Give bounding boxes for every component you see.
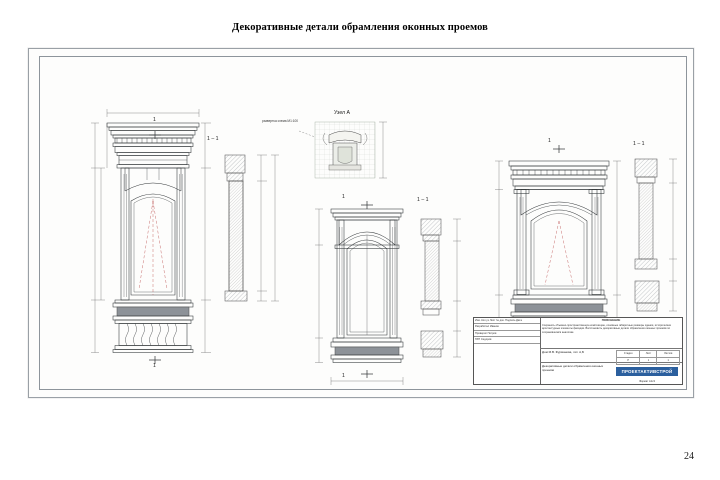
elevation-left <box>91 109 211 364</box>
label-section-1-1-left: 1 – 1 <box>207 136 219 142</box>
sheet-value: 1 <box>640 358 657 365</box>
stage-header: Стадия <box>617 351 640 358</box>
label-scale-note: развертка схема М1:100 <box>261 119 299 123</box>
label-mark-1-middle-top: 1 <box>342 194 345 200</box>
title-block-row: ГИП Сидоров <box>474 337 540 343</box>
drawing-sheet <box>28 48 694 398</box>
label-mark-1-left-bottom: 1 <box>153 363 156 369</box>
company-logo: ПРОЕКТАКТИВСТРОЙ <box>616 367 678 376</box>
title-block <box>473 317 683 385</box>
title-block-row: Изм. Кол.уч Лист № док. Подпись Дата <box>474 318 540 324</box>
sheets-header: Листов <box>657 351 680 358</box>
node-a-detail <box>299 122 387 178</box>
page-number: 24 <box>684 451 694 462</box>
label-section-1-1-middle: 1 – 1 <box>417 197 429 203</box>
title-block-row: Разработал Иванов <box>474 324 540 330</box>
title-block-object: Дом М.В. Фурманова, лит. А,Б <box>542 350 584 354</box>
title-block-stage-grid <box>616 350 680 365</box>
page-title: Декоративные детали обрамления оконных проемов <box>232 22 488 33</box>
section-middle <box>421 219 461 357</box>
title-block-separator <box>540 348 682 349</box>
label-mark-1-right-top: 1 <box>548 138 551 144</box>
title-block-project-name: Декоративные детали обрамления оконных проемов <box>542 364 604 372</box>
label-node-a-title: Узел А <box>334 110 350 116</box>
title-block-description-head: ПОЯСНЕНИЕ <box>601 318 621 322</box>
section-left <box>225 155 279 301</box>
sheets-value: 1 <box>657 358 680 365</box>
title-block-description <box>542 319 680 334</box>
sheet-format: Формат А1х3 <box>639 380 655 383</box>
label-mark-1-left-top: 1 <box>153 117 156 123</box>
title-block-row: Проверил Петров <box>474 331 540 337</box>
title-block-left-column <box>474 318 541 384</box>
stage-value: Р <box>617 358 640 365</box>
sheet-header: Лист <box>640 351 657 358</box>
section-right <box>635 159 677 311</box>
title-block-description-body: Сохранить объемно-пространственную композицию, основные габаритные размеры здания, исторические архитектурные элементы фасадов. Восстановить декоративные детали обрамления оконных проемов по сохранившимся аналогам. <box>542 323 672 334</box>
label-mark-1-middle-bottom: 1 <box>342 373 345 379</box>
label-section-1-1-right: 1 – 1 <box>633 141 645 147</box>
elevation-middle <box>315 201 403 385</box>
